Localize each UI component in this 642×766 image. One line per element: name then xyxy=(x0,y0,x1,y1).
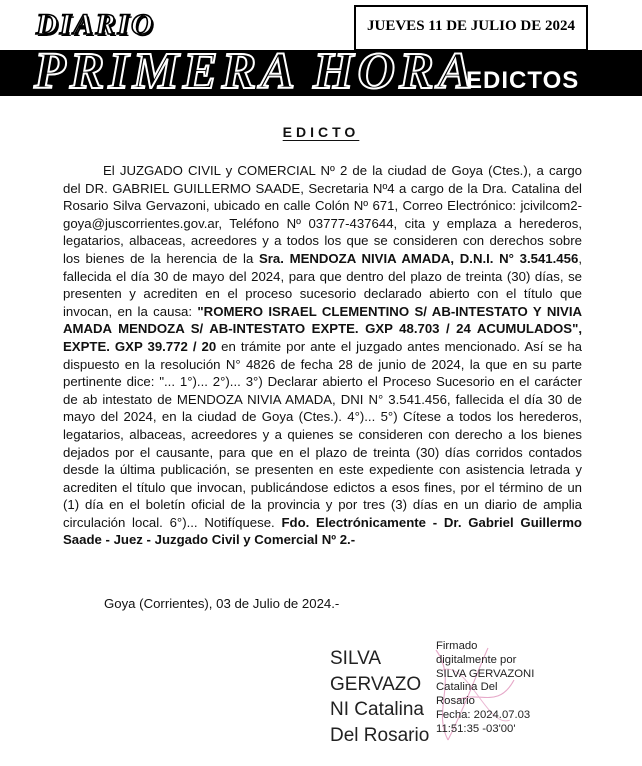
edict-title xyxy=(0,124,642,140)
signer-name-line: SILVA xyxy=(330,648,382,669)
signature-meta-line: 11:51:35 -03'00' xyxy=(436,722,516,735)
signer-name-line: GERVAZO xyxy=(330,673,422,695)
digital-signature-details xyxy=(436,640,596,737)
signer-name-line: Del Rosario xyxy=(330,724,430,746)
case-title: "ROMERO ISRAEL CLEMENTINO S/ AB-INTESTATO Y NIVIA AMADA MENDOZA S/ AB-INTESTATO EXPTE. GXP 48.703 / 24 ACUMULADOS", EXPTE. GXP 39.772 / 20 xyxy=(63,303,583,354)
deceased-name: Sra. MENDOZA NIVIA AMADA, D.N.I. N° 3.541.456 xyxy=(258,250,579,266)
issue-date: JUEVES 11 DE JULIO DE 2024 xyxy=(367,18,575,34)
electronic-signature-note: Fdo. Electrónicamente - Dr. Gabriel Guillermo Saade - Juez - Juzgado Civil y Comercial Nº 2.- xyxy=(63,514,582,548)
signature-meta-line: digitalmente por xyxy=(436,653,517,666)
newspaper-brand-large: PRIMERA HORA xyxy=(34,43,477,100)
signer-name-line: NI Catalina xyxy=(330,699,424,720)
edict-body xyxy=(63,162,582,549)
edict-text-part-3: en trámite por ante el juzgado antes mencionado. Así se ha dispuesto en la resolución N° 4826 de fecha 28 de junio de 2024, la que en su parte pertinente dice: "... 1°)... 2°)... 3°) Declarar abierto el Proceso Sucesorio en el carácter de ab intestato de MENDOZA NIVIA AMADA, DNI N° 3.541.456, fallecida el día 30 de mayo del 2024, en la ciudad de Goya (Ctes.). 4°)... 5°) Cítese a todos los herederos, legatarios, albaceas, acreedores y a quienes se consideren con derecho a los bienes dejados por el causante, para que en el plazo de treinta (30) días corridos contados desde la última publicación, se presenten en este expediente con asistencia letrada y acrediten el título que invocan, publicándose edictos a esos fines, por el término de un (1) día en el boletín oficial de la provincia y por tres (3) días en un diario de amplia circulación local. 6°)... Notifíquese. xyxy=(63,338,582,530)
signer-name xyxy=(330,646,436,748)
newspaper-brand-small: DIARIO xyxy=(36,8,155,41)
masthead xyxy=(0,0,642,100)
signature-meta-line: Fecha: 2024.07.03 xyxy=(436,708,531,721)
signature-meta-line: Catalina Del xyxy=(436,681,498,694)
place-and-date: Goya (Corrientes), 03 de Julio de 2024.- xyxy=(104,596,340,611)
edict-title-text: EDICTO xyxy=(282,124,360,140)
signature-meta-line: Rosario xyxy=(436,695,475,708)
section-label: EDICTOS xyxy=(466,67,580,94)
signature-meta-line: SILVA GERVAZONI xyxy=(436,667,535,680)
edict-text-part-1: El JUZGADO CIVIL y COMERCIAL Nº 2 de la ciudad de Goya (Ctes.), a cargo del DR. GABRIEL GUILLERMO SAADE, Secretaria Nº4 a cargo de la Dra. Catalina del Rosario Silva Gervazoni, ubicado en calle Colón Nº 671, Correo Electrónico: jcivilcom2-goya@juscorrientes.gov.ar, Teléfono Nº 03777-437644, cita y emplaza a herederos, legatarios, albaceas, acreedores y a todos los que se consideren con derechos sobre los bienes de la herencia de la xyxy=(63,163,582,266)
edict-text-part-2: , fallecida el día 30 de mayo del 2024, para que dentro del plazo de treinta (30) días, se presenten y acrediten en el proceso sucesorio declarado abierto con el título que invocan, en la causa: xyxy=(63,250,582,319)
signature-meta-line: Firmado xyxy=(436,640,478,652)
